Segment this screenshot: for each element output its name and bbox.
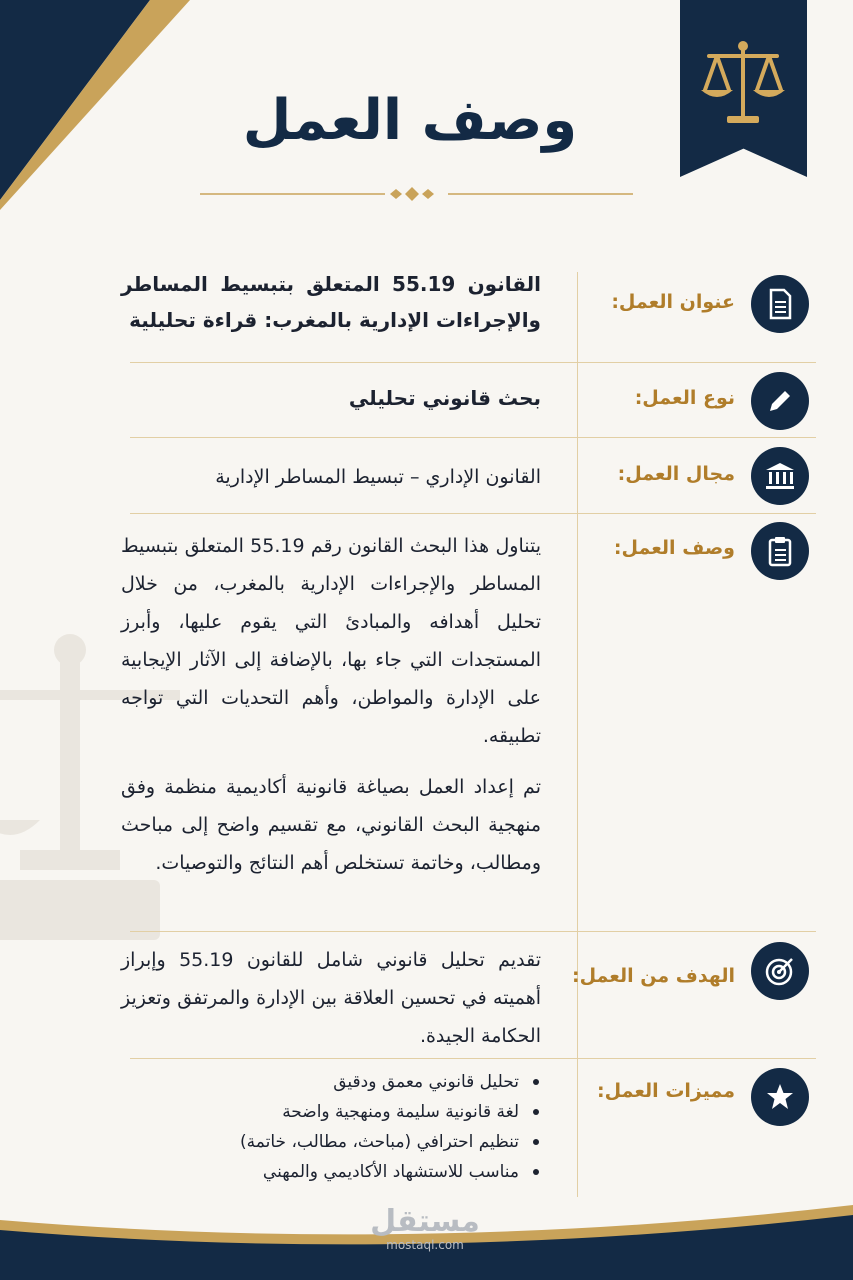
row-divider [130,1058,816,1059]
document-icon [751,275,809,333]
courthouse-icon [751,447,809,505]
features-list [141,1067,541,1187]
clipboard-icon [751,522,809,580]
title-divider [200,185,633,203]
target-icon [751,942,809,1000]
row-divider [130,362,816,363]
work-goal-value: تقديم تحليل قانوني شامل للقانون 55.19 وإبراز أهميته في تحسين العلاقة بين الإدارة والمرتفق وتعزيز الحكامة الجيدة. [121,949,541,1047]
work-description-paragraph-1: يتناول هذا البحث القانون رقم 55.19 المتعلق بتبسيط المساطر والإجراءات الإدارية بالمغرب، من خلال تحليل أهدافه والمبادئ التي يقوم عليها، وأبرز المستجدات التي جاء بها، بالإضافة إلى الآثار الإيجابية على الإدارة والمواطن، وأهم التحديات التي تواجه تطبيقه. [121,535,541,747]
mostaql-logo: مستقل [370,1204,480,1239]
work-goal-label: الهدف من العمل: [572,965,735,987]
row-divider [130,931,816,932]
work-type-label: نوع العمل: [634,387,735,409]
work-field-label: مجال العمل: [617,463,735,485]
work-features-label: مميزات العمل: [597,1080,735,1102]
list-item: تنظيم احترافي (مباحث، مطالب، خاتمة) [141,1127,541,1157]
work-title-label: عنوان العمل: [611,291,735,313]
list-item: مناسب للاستشهاد الأكاديمي والمهني [141,1157,541,1187]
mostaql-domain: mostaql.com [386,1238,464,1252]
page-title: وصف العمل [242,88,578,153]
star-icon [751,1068,809,1126]
list-item: تحليل قانوني معمق ودقيق [141,1067,541,1097]
work-field-value: القانون الإداري – تبسيط المساطر الإدارية [215,466,541,488]
row-divider [130,437,816,438]
work-description-paragraph-2: تم إعداد العمل بصياغة قانونية أكاديمية منظمة وفق منهجية البحث القانوني، مع تقسيم واضح إلى مباحث ومطالب، وخاتمة تستخلص أهم النتائج والتوصيات. [121,776,541,874]
row-divider [130,513,816,514]
work-description-label: وصف العمل: [613,537,735,559]
work-type-value: بحث قانوني تحليلي [348,386,541,410]
work-title-value: القانون 55.19 المتعلق بتبسيط المساطر والإجراءات الإدارية بالمغرب: قراءة تحليلية [121,272,541,332]
pencil-icon [751,372,809,430]
list-item: لغة قانونية سليمة ومنهجية واضحة [141,1097,541,1127]
